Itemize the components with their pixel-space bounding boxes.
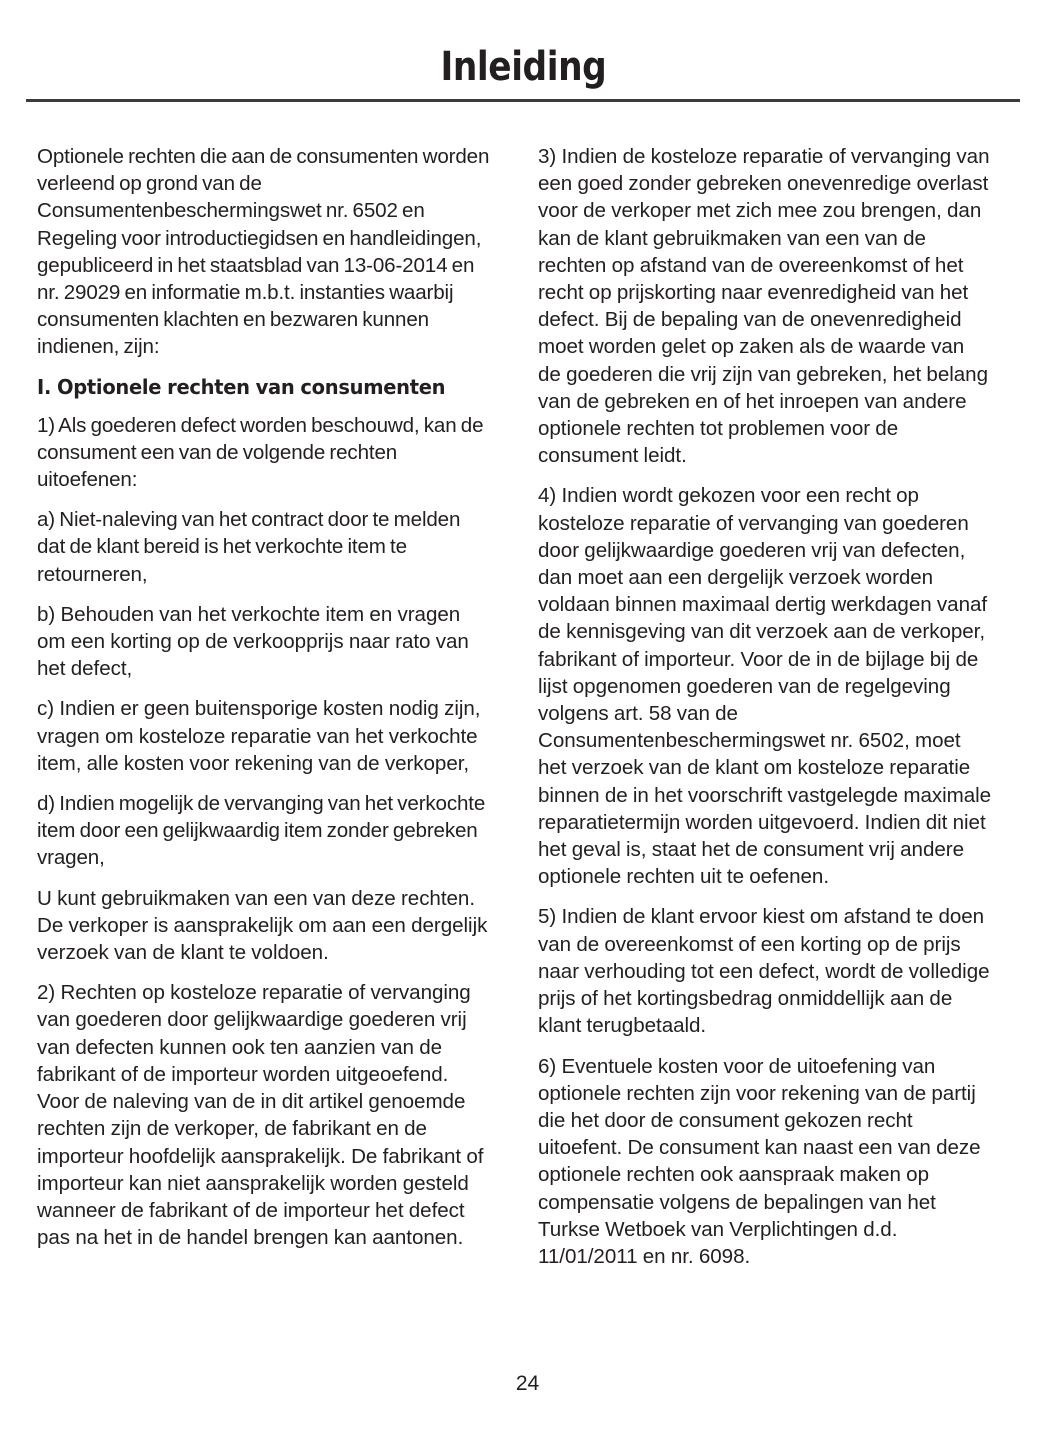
paragraph: a) Niet-naleving van het contract door te melden dat de klant bereid is het verkochte item te retourneren, (37, 508, 461, 586)
page-footer (0, 1371, 1055, 1397)
paragraph: 1) Als goederen defect worden beschouwd, kan de consument een van de volgende rechten uitoefenen: (37, 413, 484, 492)
paragraph: Optionele rechten die aan de consumenten worden verleend op grond van de Consumentenbeschermingswet nr. 6502 en Regeling voor introductiegidsen en handleidingen, gepubliceerd in het staatsblad van 13-06-2014 en nr. 29029 en informatie m.b.t. instanties waarbij consumenten klachten en bezwaren kunnen indienen, zijn: (37, 145, 490, 359)
paragraph: c) Indien er geen buitensporige kosten nodig zijn, vragen om kosteloze reparatie van het verkochte item, alle kosten voor rekening van de verkoper, (37, 697, 481, 775)
page-number: 24 (515, 1372, 540, 1395)
paragraph: 3) Indien de kosteloze reparatie of vervanging van een goed zonder gebreken onevenredige overlast voor de verkoper met zich mee zou brengen, dan kan de klant gebruikmaken van een van de rechten op afstand van de overeenkomst of het recht op prijskorting naar evenredigheid van het defect. Bij de bepaling van de onevenredigheid moet worden gelet op zaken als de waarde van de goederen die vrij zijn van gebreken, het belang van de gebreken en of het inroepen van andere optionele rechten tot problemen voor de consument leidt. (538, 145, 990, 468)
page-title: Inleiding (440, 44, 606, 90)
section-heading: I. Optionele rechten van consumenten (37, 374, 446, 399)
paragraph: 4) Indien wordt gekozen voor een recht op kosteloze reparatie of vervanging van goederen door gelijkwaardige goederen vrij van defecten, dan moet aan een dergelijk verzoek worden voldaan binnen maximaal dertig werkdagen vanaf de kennisgeving van dit verzoek aan de verkoper, fabrikant of importeur. Voor de in de bijlage bij de lijst opgenomen goederen van de regelgeving volgens art. 58 van de Consumentenbeschermingswet nr. 6502, moet het verzoek van de klant om kosteloze reparatie binnen de in het voorschrift vastgelegde maximale reparatietermijn worden uitgevoerd. Indien dit niet het geval is, staat het de consument vrij andere optionele rechten uit te oefenen. (538, 484, 992, 889)
paragraph: 5) Indien de klant ervoor kiest om afstand te doen van de overeenkomst of een korting op de prijs naar verhouding tot een defect, wordt de volledige prijs of het kortingsbedrag onmiddellijk aan de klant terugbetaald. (538, 905, 990, 1038)
header-divider (26, 99, 1020, 102)
page-header (26, 44, 1020, 90)
column-right (538, 143, 992, 1270)
column-left (37, 143, 491, 1251)
paragraph: 6) Eventuele kosten voor de uitoefening van optionele rechten zijn voor rekening van de partij die het door de consument gekozen recht uitoefent. De consument kan naast een van deze optionele rechten ook aanspraak maken op compensatie volgens de bepalingen van het Turkse Wetboek van Verplichtingen d.d. 11/01/2011 en nr. 6098. (538, 1054, 981, 1268)
paragraph: U kunt gebruikmaken van een van deze rechten. De verkoper is aansprakelijk om aan een dergelijk verzoek van de klant te voldoen. (37, 886, 488, 965)
paragraph: d) Indien mogelijk de vervanging van het verkochte item door een gelijkwaardig item zonder gebreken vragen, (37, 792, 486, 870)
two-column-body (37, 143, 993, 1323)
paragraph: b) Behouden van het verkochte item en vragen om een korting op de verkoopprijs naar rato van het defect, (37, 602, 469, 681)
paragraph: 2) Rechten op kosteloze reparatie of vervanging van goederen door gelijkwaardige goederen vrij van defecten kunnen ook ten aanzien van de fabrikant of de importeur worden uitgeoefend. Voor de naleving van de in dit artikel genoemde rechten zijn de verkoper, de fabrikant en de importeur hoofdelijk aansprakelijk. De fabrikant of importeur kan niet aansprakelijk worden gesteld wanneer de fabrikant of de importeur het defect pas na het in de handel brengen kan aantonen. (37, 981, 484, 1250)
